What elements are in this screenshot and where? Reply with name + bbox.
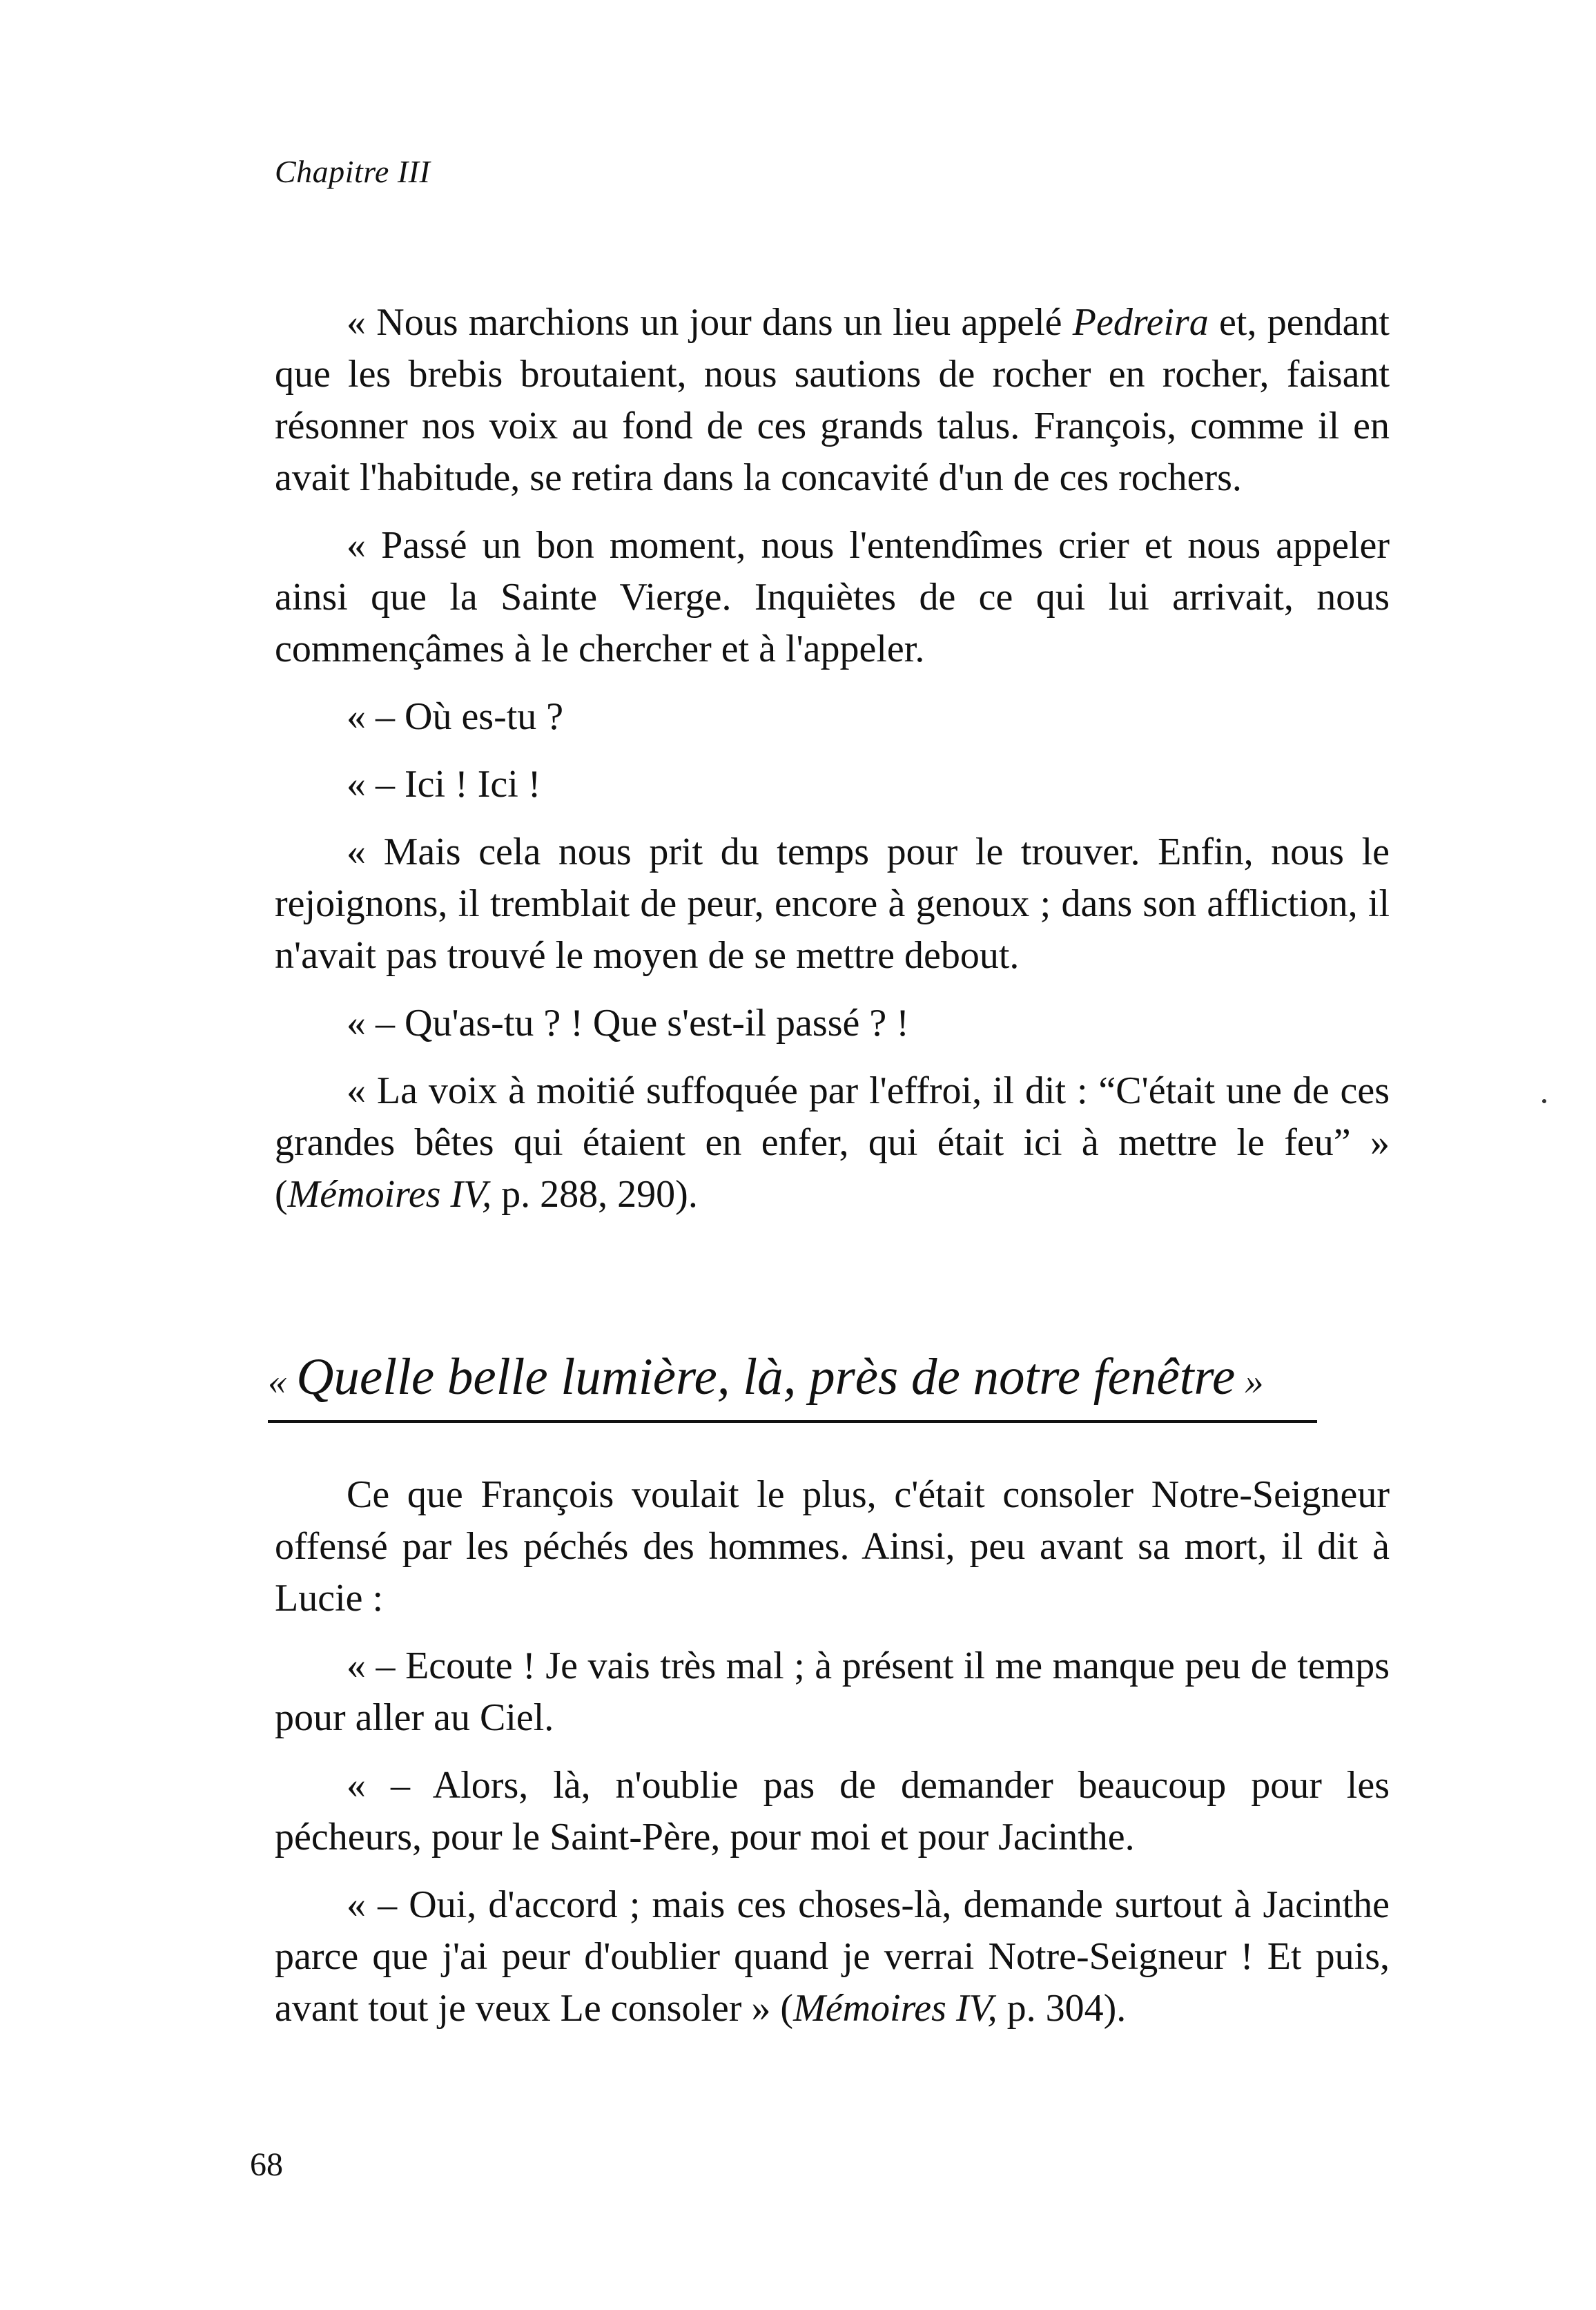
paragraph: Ce que François voulait le plus, c'était consoler Notre-Seigneur offensé par les péchés des hommes. Ainsi, peu avant sa mort, il dit à Lucie :	[275, 1473, 1390, 1620]
dialogue-line: « – Qu'as-tu ? ! Que s'est-il passé ? !	[347, 1002, 909, 1045]
paragraph: « La voix à moitié suffoquée par l'effroi, il dit : “C'était une de ces grandes bêtes qui étaient en enfer, qui était ici à mettre le feu” » (Mémoires IV, p. 288, 290).	[275, 1069, 1390, 1216]
paragraph: « Nous marchions un jour dans un lieu appelé Pedreira et, pendant que les brebis broutaient, nous sautions de rocher en rocher, faisant résonner nos voix au fond de ces grands talus. François, comme il en avait l'habitude, se retira dans la concavité d'un de ces rochers.	[275, 301, 1390, 499]
section-two-text	[275, 1469, 1390, 2035]
dialogue-line: « – Ecoute ! Je vais très mal ; à présent il me manque peu de temps pour aller au Ciel.	[275, 1644, 1390, 1739]
running-head: Chapitre III	[275, 154, 431, 189]
dialogue-line: « – Ici ! Ici !	[347, 763, 541, 806]
dialogue-line: « – Alors, là, n'oublie pas de demander beaucoup pour les pécheurs, pour le Saint-Père, pour moi et pour Jacinthe.	[275, 1764, 1390, 1858]
page-number: 68	[250, 2146, 283, 2183]
dialogue-line: « – Oui, d'accord ; mais ces choses-là, demande surtout à Jacinthe parce que j'ai peur d'oublier quand je verrai Notre-Seigneur ! Et puis, avant tout je veux Le consoler » (Mémoires IV, p. 304).	[275, 1883, 1390, 2030]
section-heading: « Quelle belle lumière, là, près de notre fenêtre »	[268, 1343, 1317, 1423]
dialogue-line: « – Où es-tu ?	[347, 695, 564, 738]
ink-speck	[1542, 1099, 1546, 1103]
paragraph: « Mais cela nous prit du temps pour le trouver. Enfin, nous le rejoignons, il tremblait de peur, encore à genoux ; dans son affliction, il n'avait pas trouvé le moyen de se mettre debout.	[275, 831, 1390, 977]
paragraph: « Passé un bon moment, nous l'entendîmes crier et nous appeler ainsi que la Sainte Vierge. Inquiètes de ce qui lui arrivait, nous commençâmes à le chercher et à l'appeler.	[275, 524, 1390, 670]
section-one-text	[275, 297, 1390, 1221]
